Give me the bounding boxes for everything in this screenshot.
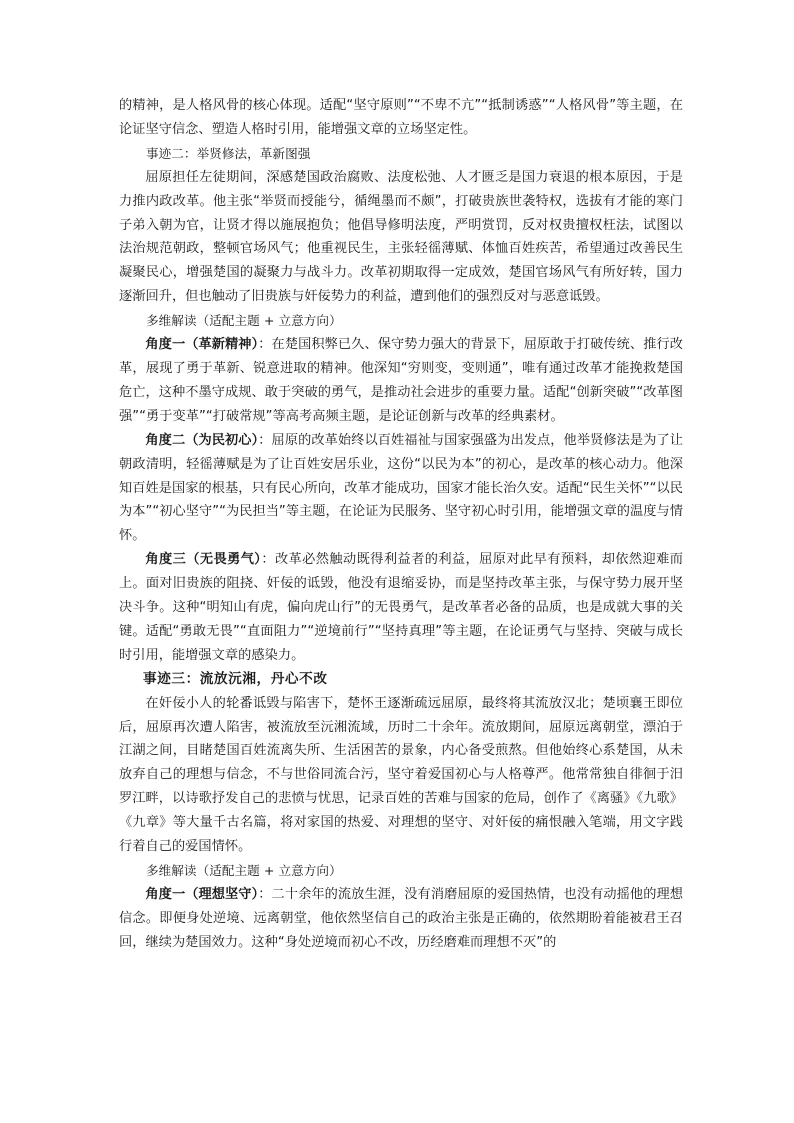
event2-interpretation-heading: 多维解读（适配主题 + 立意方向）: [146, 313, 342, 329]
angle-label: 角度三（无畏勇气）: [145, 552, 262, 568]
event3-angle-1: [119, 883, 683, 955]
event2-angle-2: [119, 429, 683, 549]
event2-angle-3: [119, 548, 683, 668]
angle-text: ：二十余年的流放生涯，没有消磨屈原的爱国热情，也没有动摇他的理想信念。即便身处逆境、远离朝堂，他依然坚信自己的政治主张是正确的，依然期盼着能被君王召回，继续为楚国效力。这种“身处逆境而初心不改，历经磨难而理想不灭”的: [119, 886, 683, 950]
event2-heading: 事迹二：举贤修法，革新图强: [146, 145, 311, 161]
angle-text: ：改革必然触动既得利益者的利益，屈原对此早有预料，却依然迎难而上。面对旧贵族的阻挠、奸佞的诋毁，他没有退缩妥协，而是坚持改革主张，与保守势力展开坚决斗争。这种“明知山有虎，偏向虎山行”的无畏勇气，是改革者必备的品质，也是成就大事的关键。适配“勇敢无畏”“直面阻力”“逆境前行”“坚持真理”等主题，在论证勇气与坚持、突破与成长时引用，能增强文章的感染力。: [119, 552, 683, 663]
angle-label: 角度一（理想坚守）: [145, 886, 259, 902]
angle-label: 角度一（革新精神）: [145, 337, 259, 353]
event3-paragraph: 在奸佞小人的轮番诋毁与陷害下，楚怀王逐渐疏远屈原，最终将其流放汉北；楚顷襄王即位后，屈原再次遭人陷害，被流放至沅湘流域，历时二十余年。流放期间，屈原远离朝堂，漂泊于江湖之间，目睹楚国百姓流离失所、生活困苦的景象，内心备受煎熬。但他始终心系楚国，从未放弃自己的理想与信念，不与世俗同流合污，坚守着爱国初心与人格尊严。他常常独自徘徊于汨罗江畔，以诗歌抒发自己的悲愤与忧思，记录百姓的苦难与国家的危局，创作了《离骚》《九歌》《九章》等大量千古名篇，将对家国的热爱、对理想的坚守、对奸佞的痛恨融入笔端，用文字践行着自己的爱国情怀。: [119, 695, 683, 855]
event3-heading: 事迹三：流放沅湘，丹心不改: [143, 670, 328, 687]
event2-paragraph: 屈原担任左徒期间，深感楚国政治腐败、法度松弛、人才匮乏是国力衰退的根本原因，于是力推内政改革。他主张“举贤而授能兮，循绳墨而不颇”，打破贵族世袭特权，选拔有才能的寒门子弟入朝为官，让贤才得以施展抱负；他倡导修明法度，严明赏罚，反对权贵擅权枉法，试图以法治规范朝政，整顿官场风气；他重视民生，主张轻徭薄赋、体恤百姓疾苦，希望通过改善民生凝聚民心，增强楚国的凝聚力与战斗力。改革初期取得一定成效，楚国官场风气有所好转，国力逐渐回升，但也触动了旧贵族与奸佞势力的利益，遭到他们的强烈反对与恶意诋毁。: [119, 169, 683, 305]
event3-interpretation-heading: 多维解读（适配主题 + 立意方向）: [146, 863, 342, 878]
angle-label: 角度二（为民初心）: [145, 432, 259, 448]
document-body: [119, 94, 683, 955]
event2-angle-1: [119, 333, 683, 429]
intro-paragraph: 的精神，是人格风骨的核心体现。适配“坚守原则”“不卑不亢”“抵制诱惑”“人格风骨”等主题，在论证坚守信念、塑造人格时引用，能增强文章的立场坚定性。: [119, 98, 683, 137]
angle-text: ：在楚国积弊已久、保守势力强大的背景下，屈原敢于打破传统、推行改革，展现了勇于革新、锐意进取的精神。他深知“穷则变，变则通”，唯有通过改革才能挽救楚国危亡，这种不墨守成规、敢于突破的勇气，是推动社会进步的重要力量。适配“创新突破”“改革图强”“勇于变革”“打破常规”等高考高频主题，是论证创新与改革的经典素材。: [119, 337, 683, 424]
angle-text: ：屈原的改革始终以百姓福祉与国家强盛为出发点，他举贤修法是为了让朝政清明，轻徭薄赋是为了让百姓安居乐业，这份“以民为本”的初心，是改革的核心动力。他深知百姓是国家的根基，只有民心所向，改革才能成功，国家才能长治久安。适配“民生关怀”“以民为本”“初心坚守”“为民担当”等主题，在论证为民服务、坚守初心时引用，能增强文章的温度与情怀。: [119, 432, 683, 544]
